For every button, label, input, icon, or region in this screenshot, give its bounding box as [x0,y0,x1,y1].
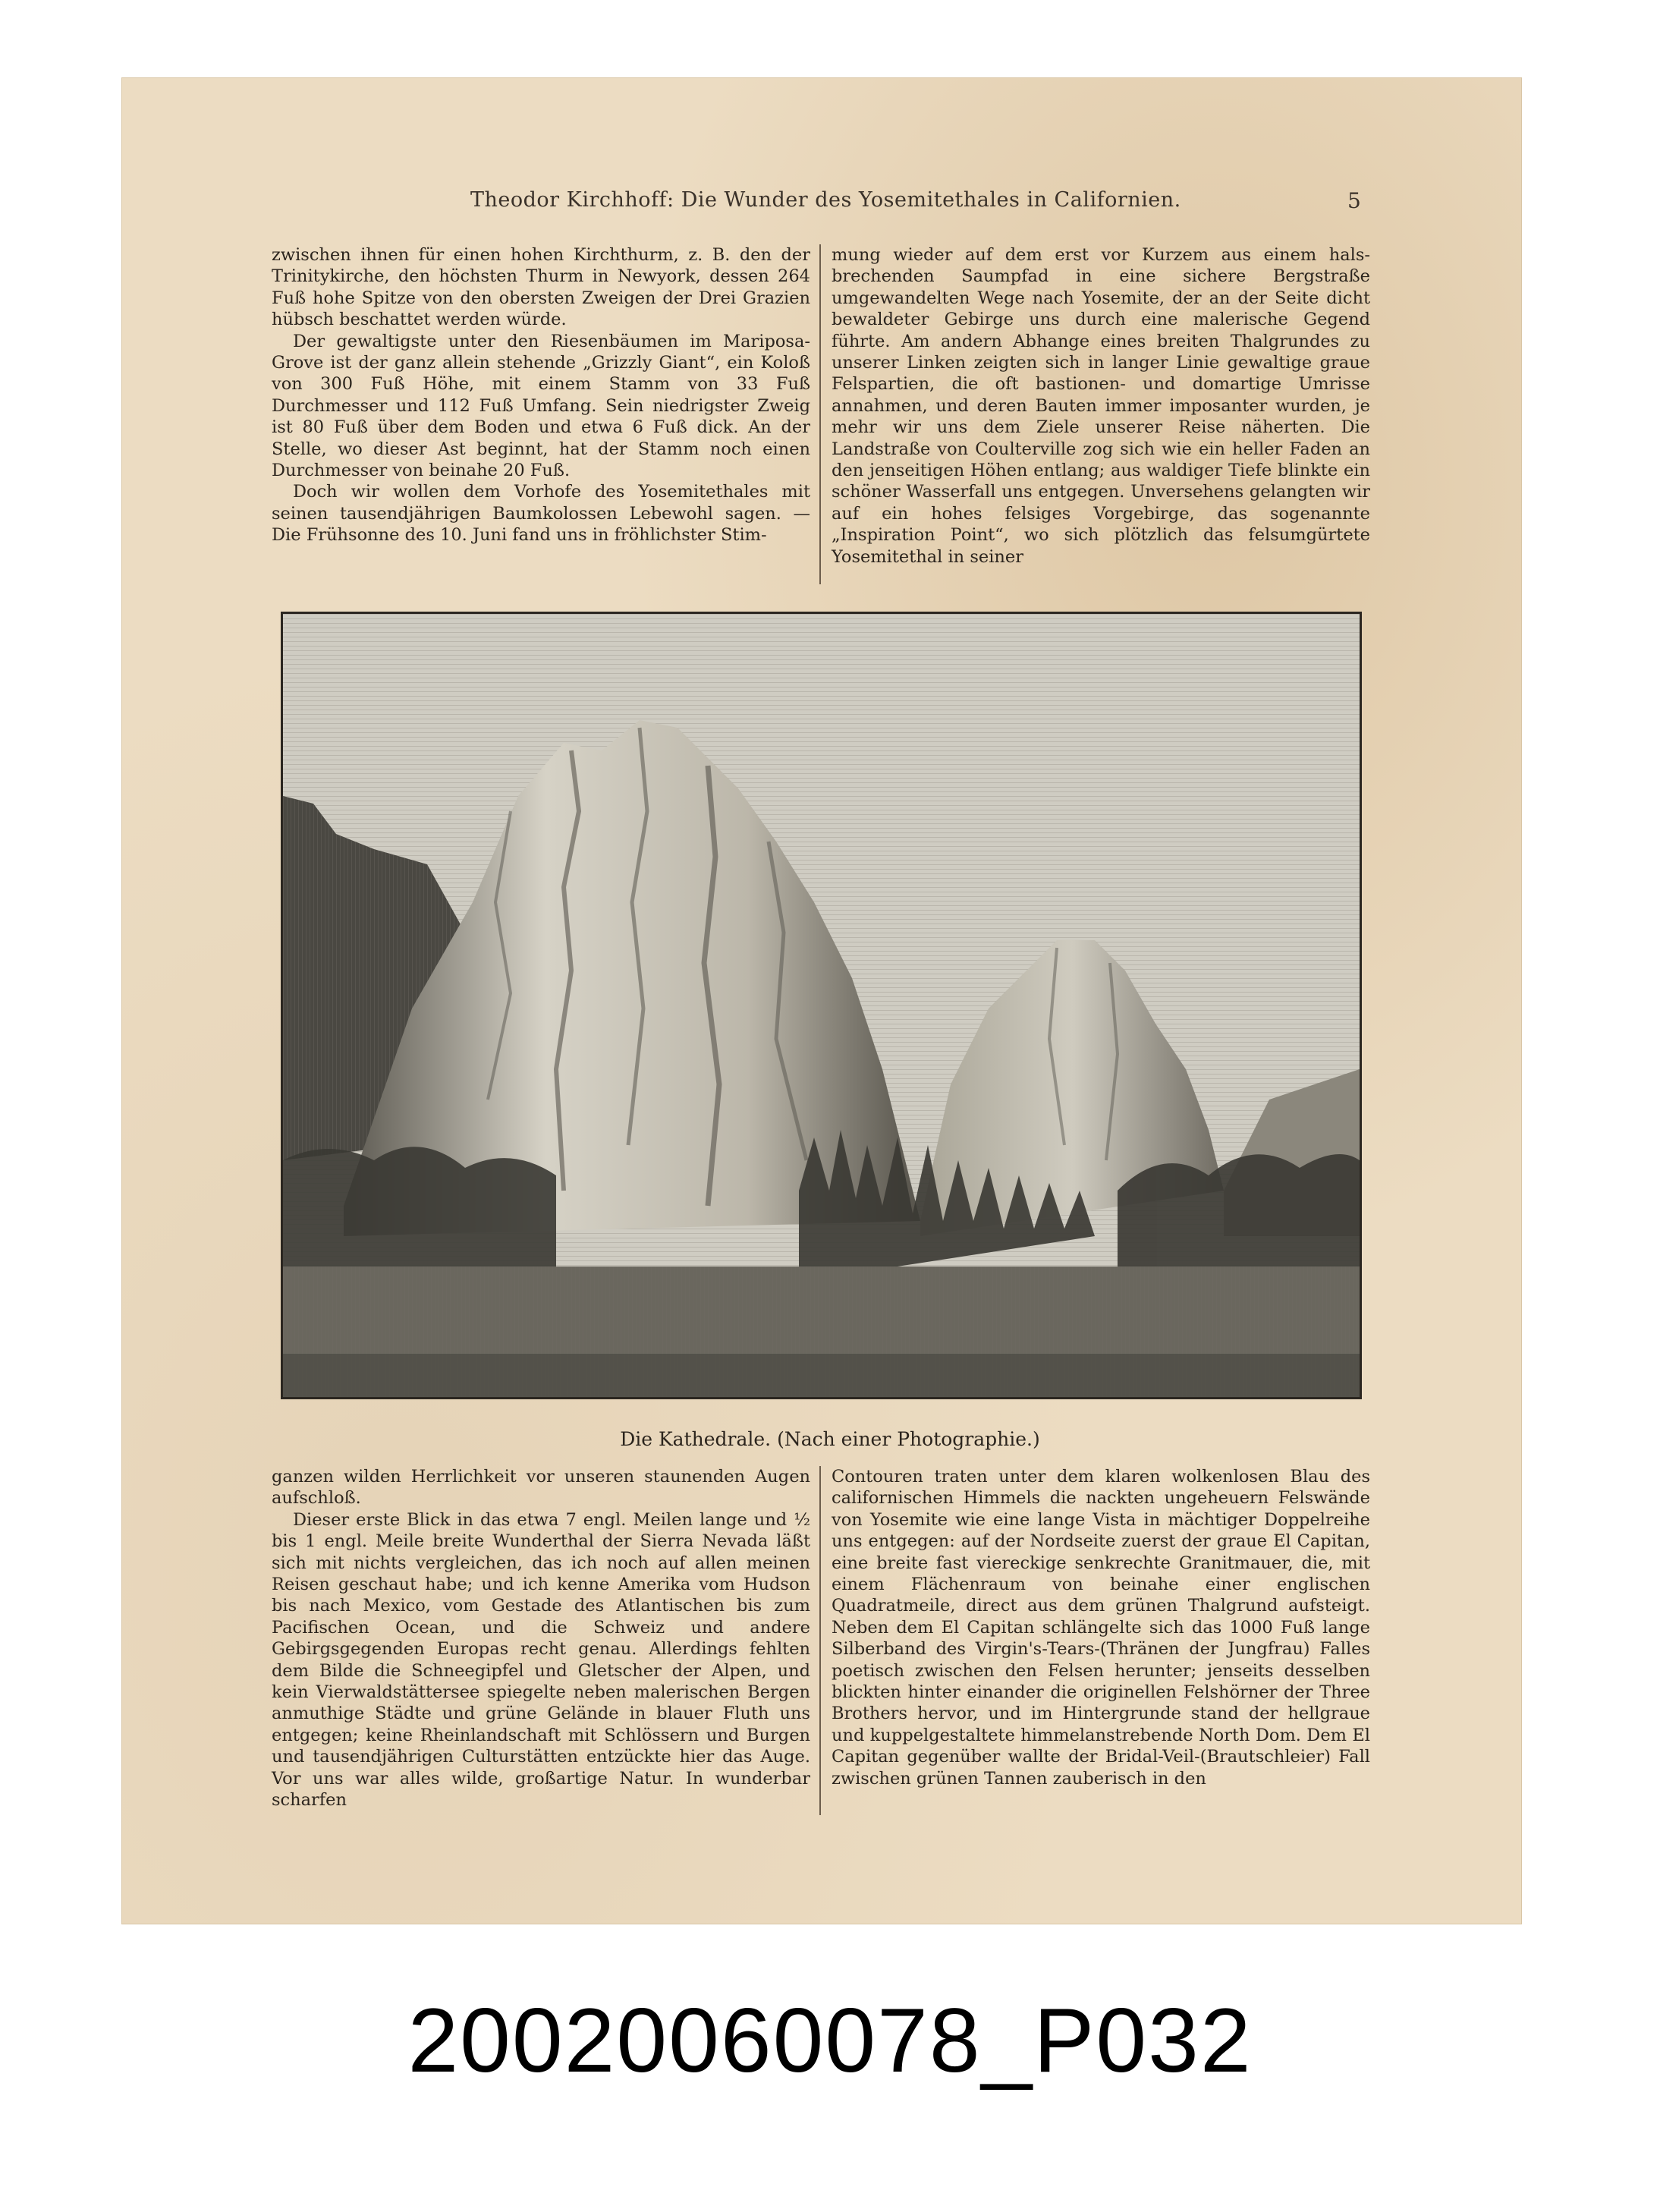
figure-caption: Die Kathedrale. (Nach einer Photographie.) [620,1428,1040,1450]
column-bottom-right [832,1466,1370,1789]
paragraph: mung wieder auf dem erst vor Kurzem aus einem hals-brechenden Saumpfad in eine sichere Bergstraße umgewandelten Wege nach Yosemite, der an der Seite dicht bewaldeter Gebirge uns durch eine malerische Gegend führte. Am andern Abhange eines breiten Thalgrundes zu unserer Linken zeigten sich in langer Linie gewaltige graue Felspartien, die oft bastionen- und domartige Umrisse annahmen, und deren Bauten immer imposanter wurden, je mehr wir uns dem Ziele unserer Reise näherten. Die Landstraße von Coulterville zog sich wie ein heller Faden an den jenseitigen Höhen entlang; aus waldiger Tiefe blinkte ein schöner Wasserfall uns entgegen. Unversehens gelangten wir auf ein hohes felsiges Vorgebirge, das sogenannte „Inspiration Point“, wo sich plötzlich das felsumgürtete Yosemitethal in seiner [832,245,1370,567]
paragraph: ganzen wilden Herrlichkeit vor unseren staunenden Augen aufschloß. [272,1467,810,1509]
column-top-left [272,244,810,546]
page-number: 5 [1347,188,1361,213]
paragraph: Doch wir wollen dem Vorhofe des Yosemitethales mit seinen tausendjährigen Baumkolossen Lebewohl sagen. — Die Frühsonne des 10. Juni fand uns in fröhlichster Stim- [272,482,810,546]
paragraph: zwischen ihnen für einen hohen Kirchthurm, z. B. den der Trinitykirche, den höchsten Thurm in Newyork, dessen 264 Fuß hohe Spitze von den obersten Zweigen der Drei Grazien hübsch beschattet werden würde. [272,245,810,330]
paragraph: Dieser erste Blick in das etwa 7 engl. Meilen lange und ½ bis 1 engl. Meile breite Wunderthal der Sierra Nevada läßt sich mit nichts vergleichen, das ich noch auf allen meinen Reisen geschaut habe; und ich kenne Amerika vom Hudson bis nach Mexico, vom Gestade des Atlantischen bis zum Pacifischen Ocean, und die Schweiz und andere Gebirgsgegenden Europas recht genau. Allerdings fehlten dem Bilde die Schneegipfel und Gletscher der Alpen, und kein Vierwaldstättersee spiegelte neben malerischen Bergen anmuthige Städte und grüne Gelände in blauer Fluth uns entgegen; keine Rheinlandschaft mit Schlössern und Burgen und tausendjährigen Culturstätten entzückte hier das Auge. Vor uns war alles wilde, großartige Natur. In wunderbar scharfen [272,1509,810,1811]
column-divider [819,244,821,584]
column-divider [819,1466,821,1815]
paragraph: Der gewaltigste unter den Riesenbäumen im Mariposa-Grove ist der ganz allein stehende „Grizzly Giant“, ein Koloß von 300 Fuß Höhe, mit einem Stamm von 33 Fuß Durchmesser und 112 Fuß Umfang. Sein niedrigster Zweig ist 80 Fuß über dem Boden und etwa 6 Fuß dick. An der Stelle, wo dieser Ast beginnt, hat der Stamm noch einen Durchmesser von beinahe 20 Fuß. [272,331,810,481]
column-top-right [832,244,1370,568]
document-id: 20020060078_P032 [407,1990,1253,2091]
cathedral-rocks-engraving [281,612,1362,1399]
engraving-illustration [283,614,1360,1397]
running-header [0,188,1660,219]
paragraph: Contouren traten unter dem klaren wolkenlosen Blau des californischen Himmels die nackten ungeheuern Felswände von Yosemite wie eine lange Vista in mächtiger Doppelreihe uns entgegen: auf der Nordseite zuerst der graue El Capitan, eine breite fast viereckige senkrechte Granitmauer, die, mit einem Flächenraum von beinahe einer englischen Quadratmeile, direct aus dem grünen Thalgrund aufsteigt. Neben dem El Capitan schlängelte sich das 1000 Fuß lange Silberband des Virgin's-Tears-(Thränen der Jungfrau) Falles poetisch zwischen den Felsen herunter; jenseits desselben blickten hinter einander die originellen Felshörner der Three Brothers hervor, und im Hintergrunde stand der hellgraue und kuppelgestaltete himmelanstrebende North Dom. Dem El Capitan gegenüber wallte der Bridal-Veil-(Brautschleier) Fall zwischen grünen Tannen zauberisch in den [832,1467,1370,1789]
column-bottom-left [272,1466,810,1811]
header-title: Theodor Kirchhoff: Die Wunder des Yosemitethales in Californien. [470,188,1181,212]
